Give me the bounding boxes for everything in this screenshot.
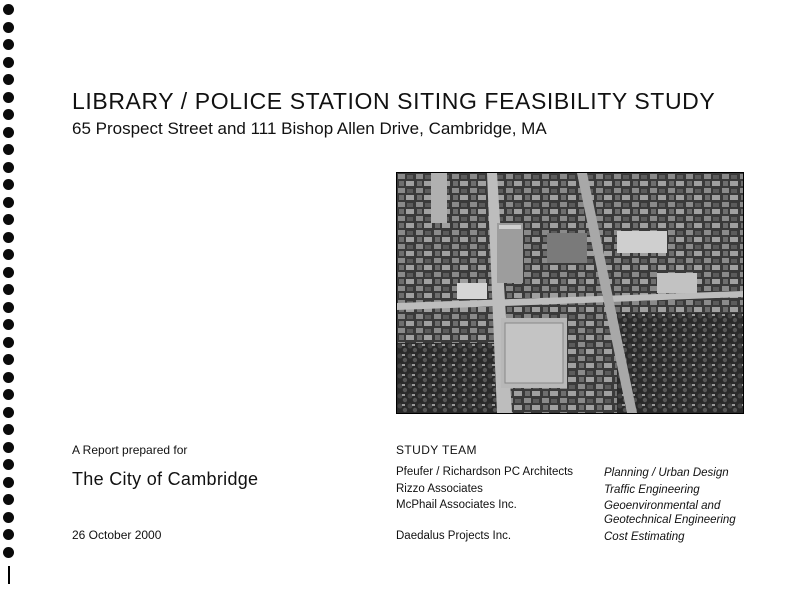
binding-hole-icon bbox=[3, 74, 14, 85]
binding-hole-icon bbox=[3, 92, 14, 103]
binding-hole-icon bbox=[3, 319, 14, 330]
team-member-role: Planning / Urban Design bbox=[604, 467, 729, 479]
binding-hole-icon bbox=[3, 39, 14, 50]
binding-hole-icon bbox=[3, 4, 14, 15]
team-member-firm: McPhail Associates Inc. bbox=[396, 499, 517, 511]
spiral-binding bbox=[3, 0, 17, 593]
team-member-firm: Rizzo Associates bbox=[396, 483, 483, 495]
binding-hole-icon bbox=[3, 407, 14, 418]
binding-hole-icon bbox=[3, 512, 14, 523]
binding-hole-icon bbox=[3, 197, 14, 208]
binding-hole-icon bbox=[3, 389, 14, 400]
binding-hole-icon bbox=[3, 232, 14, 243]
binding-hole-icon bbox=[3, 22, 14, 33]
binding-hole-icon bbox=[3, 442, 14, 453]
team-member-firm: Pfeufer / Richardson PC Architects bbox=[396, 466, 574, 478]
aerial-photo bbox=[396, 172, 744, 414]
report-subtitle: 65 Prospect Street and 111 Bishop Allen Drive, Cambridge, MA bbox=[72, 119, 547, 138]
binding-hole-icon bbox=[3, 459, 14, 470]
page-corner-mark bbox=[8, 566, 14, 584]
client-name: The City of Cambridge bbox=[72, 469, 259, 489]
binding-hole-icon bbox=[3, 57, 14, 68]
binding-hole-icon bbox=[3, 127, 14, 138]
team-member-firm: Daedalus Projects Inc. bbox=[396, 530, 512, 542]
team-member-role: Geoenvironmental and Geotechnical Engineering bbox=[604, 500, 736, 526]
binding-hole-icon bbox=[3, 267, 14, 278]
binding-hole-icon bbox=[3, 477, 14, 488]
prepared-for-label: A Report prepared for bbox=[72, 443, 188, 457]
binding-hole-icon bbox=[3, 249, 14, 260]
binding-hole-icon bbox=[3, 144, 14, 155]
report-title: LIBRARY / POLICE STATION SITING FEASIBILITY STUDY bbox=[72, 88, 716, 114]
binding-hole-icon bbox=[3, 494, 14, 505]
binding-hole-icon bbox=[3, 109, 14, 120]
binding-hole-icon bbox=[3, 529, 14, 540]
binding-hole-icon bbox=[3, 302, 14, 313]
study-team-heading: STUDY TEAM bbox=[396, 443, 477, 457]
binding-hole-icon bbox=[3, 162, 14, 173]
binding-hole-icon bbox=[3, 284, 14, 295]
binding-hole-icon bbox=[3, 337, 14, 348]
team-member-role: Cost Estimating bbox=[604, 531, 685, 543]
aerial-city-image bbox=[397, 173, 743, 413]
binding-hole-icon bbox=[3, 214, 14, 225]
binding-hole-icon bbox=[3, 354, 14, 365]
binding-hole-icon bbox=[3, 372, 14, 383]
report-date: 26 October 2000 bbox=[72, 528, 162, 542]
team-member-role: Traffic Engineering bbox=[604, 484, 700, 496]
binding-hole-icon bbox=[3, 547, 14, 558]
binding-hole-icon bbox=[3, 179, 14, 190]
binding-hole-icon bbox=[3, 424, 14, 435]
